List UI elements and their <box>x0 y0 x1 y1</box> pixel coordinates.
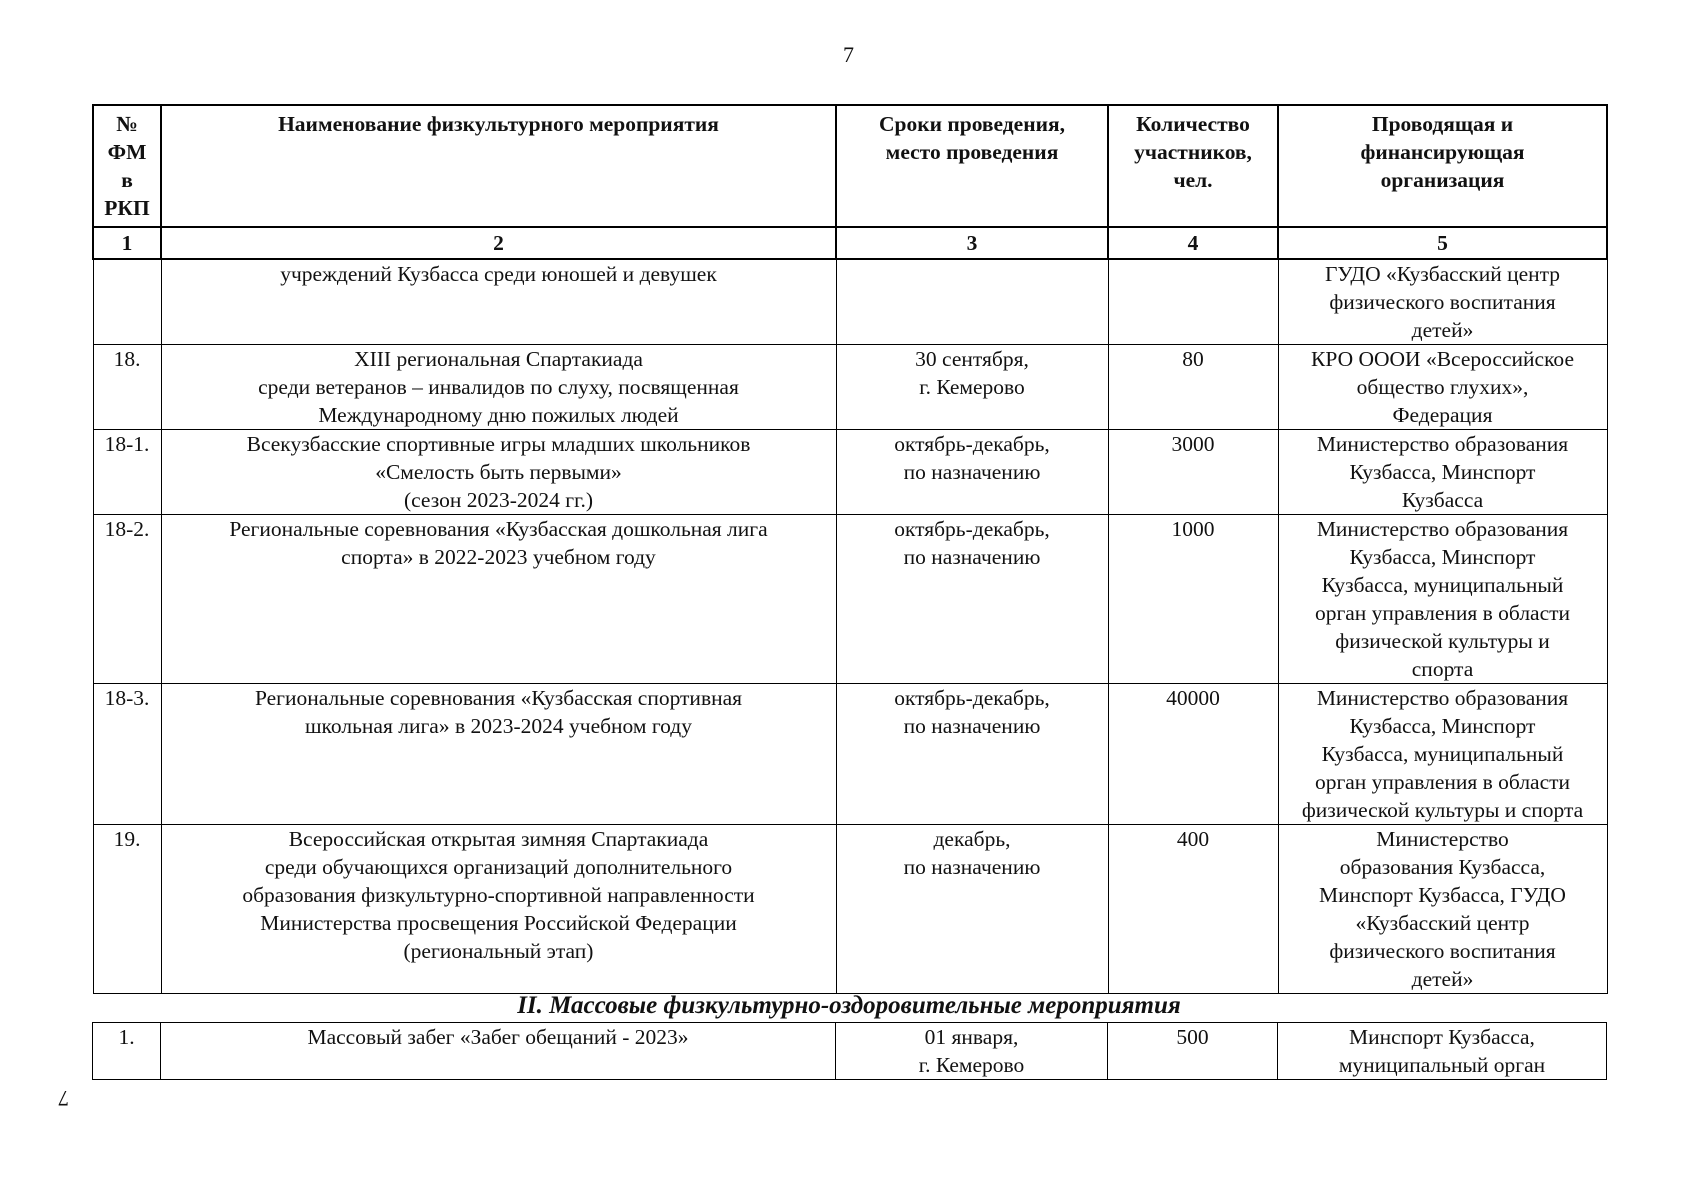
column-number: 4 <box>1108 227 1278 259</box>
cell-name: Массовый забег «Забег обещаний - 2023» <box>161 1023 836 1080</box>
cell-count: 40000 <box>1108 684 1278 825</box>
section2-table <box>92 1022 1607 1080</box>
section-title: II. Массовые физкультурно-оздоровительные мероприятия <box>517 992 1181 1019</box>
cell-number: 18-1. <box>93 430 161 515</box>
cell-count: 80 <box>1108 345 1278 430</box>
cell-dates: октябрь-декабрь, по назначению <box>836 515 1108 684</box>
table-row <box>93 1023 1607 1080</box>
cell-number: 18-3. <box>93 684 161 825</box>
cell-org: ГУДО «Кузбасский центр физического воспитания детей» <box>1278 259 1607 345</box>
table-row <box>93 684 1607 825</box>
cell-dates <box>836 259 1108 345</box>
cell-number <box>93 259 161 345</box>
cell-org: Министерство образования Кузбасса, Минспорт Кузбасса, ГУДО «Кузбасский центр физического воспитания детей» <box>1278 825 1607 994</box>
column-number: 1 <box>93 227 161 259</box>
column-number: 2 <box>161 227 836 259</box>
cell-count <box>1108 259 1278 345</box>
cell-count: 500 <box>1108 1023 1278 1080</box>
column-number: 3 <box>836 227 1108 259</box>
column-number-row <box>93 227 1607 259</box>
table-row <box>93 345 1607 430</box>
table-row <box>93 825 1607 994</box>
cell-number: 19. <box>93 825 161 994</box>
cell-org: Министерство образования Кузбасса, Минспорт Кузбасса <box>1278 430 1607 515</box>
table-row <box>93 515 1607 684</box>
cell-number: 1. <box>93 1023 161 1080</box>
table-row <box>93 430 1607 515</box>
cell-org: Министерство образования Кузбасса, Минспорт Кузбасса, муниципальный орган управления в области физической культуры и спорта <box>1278 684 1607 825</box>
cell-name: XIII региональная Спартакиада среди ветеранов – инвалидов по слуху, посвященная Международному дню пожилых людей <box>161 345 836 430</box>
table-row <box>93 259 1607 345</box>
header-org: Проводящая и финансирующая организация <box>1278 105 1607 227</box>
cell-dates: 30 сентября, г. Кемерово <box>836 345 1108 430</box>
cell-number: 18. <box>93 345 161 430</box>
cell-org: Министерство образования Кузбасса, Минспорт Кузбасса, муниципальный орган управления в области физической культуры и спорта <box>1278 515 1607 684</box>
cell-dates: октябрь-декабрь, по назначению <box>836 684 1108 825</box>
cell-dates: 01 января, г. Кемерово <box>836 1023 1108 1080</box>
cell-name: Региональные соревнования «Кузбасская дошкольная лига спорта» в 2022-2023 учебном году <box>161 515 836 684</box>
cell-name: Всекузбасские спортивные игры младших школьников «Смелость быть первыми» (сезон 2023-2024 гг.) <box>161 430 836 515</box>
header-dates: Сроки проведения, место проведения <box>836 105 1108 227</box>
page-number: 7 <box>843 42 854 67</box>
cell-count: 3000 <box>1108 430 1278 515</box>
cell-name: Всероссийская открытая зимняя Спартакиада среди обучающихся организаций дополнительного образования физкультурно-спортивной направленности Министерства просвещения Российской Федерации (региональный этап) <box>161 825 836 994</box>
cell-name: Региональные соревнования «Кузбасская спортивная школьная лига» в 2023-2024 учебном году <box>161 684 836 825</box>
cell-org: Минспорт Кузбасса, муниципальный орган <box>1278 1023 1607 1080</box>
header-number: № ФМ в РКП <box>93 105 161 227</box>
side-page-number: 7 <box>58 1086 69 1111</box>
cell-dates: декабрь, по назначению <box>836 825 1108 994</box>
cell-org: КРО ОООИ «Всероссийское общество глухих», Федерация <box>1278 345 1607 430</box>
header-name: Наименование физкультурного мероприятия <box>161 105 836 227</box>
table-header-row <box>93 105 1607 227</box>
column-number: 5 <box>1278 227 1607 259</box>
cell-number: 18-2. <box>93 515 161 684</box>
cell-dates: октябрь-декабрь, по назначению <box>836 430 1108 515</box>
cell-count: 400 <box>1108 825 1278 994</box>
header-count: Количество участников, чел. <box>1108 105 1278 227</box>
events-table <box>92 104 1608 994</box>
cell-count: 1000 <box>1108 515 1278 684</box>
cell-name: учреждений Кузбасса среди юношей и девушек <box>161 259 836 345</box>
